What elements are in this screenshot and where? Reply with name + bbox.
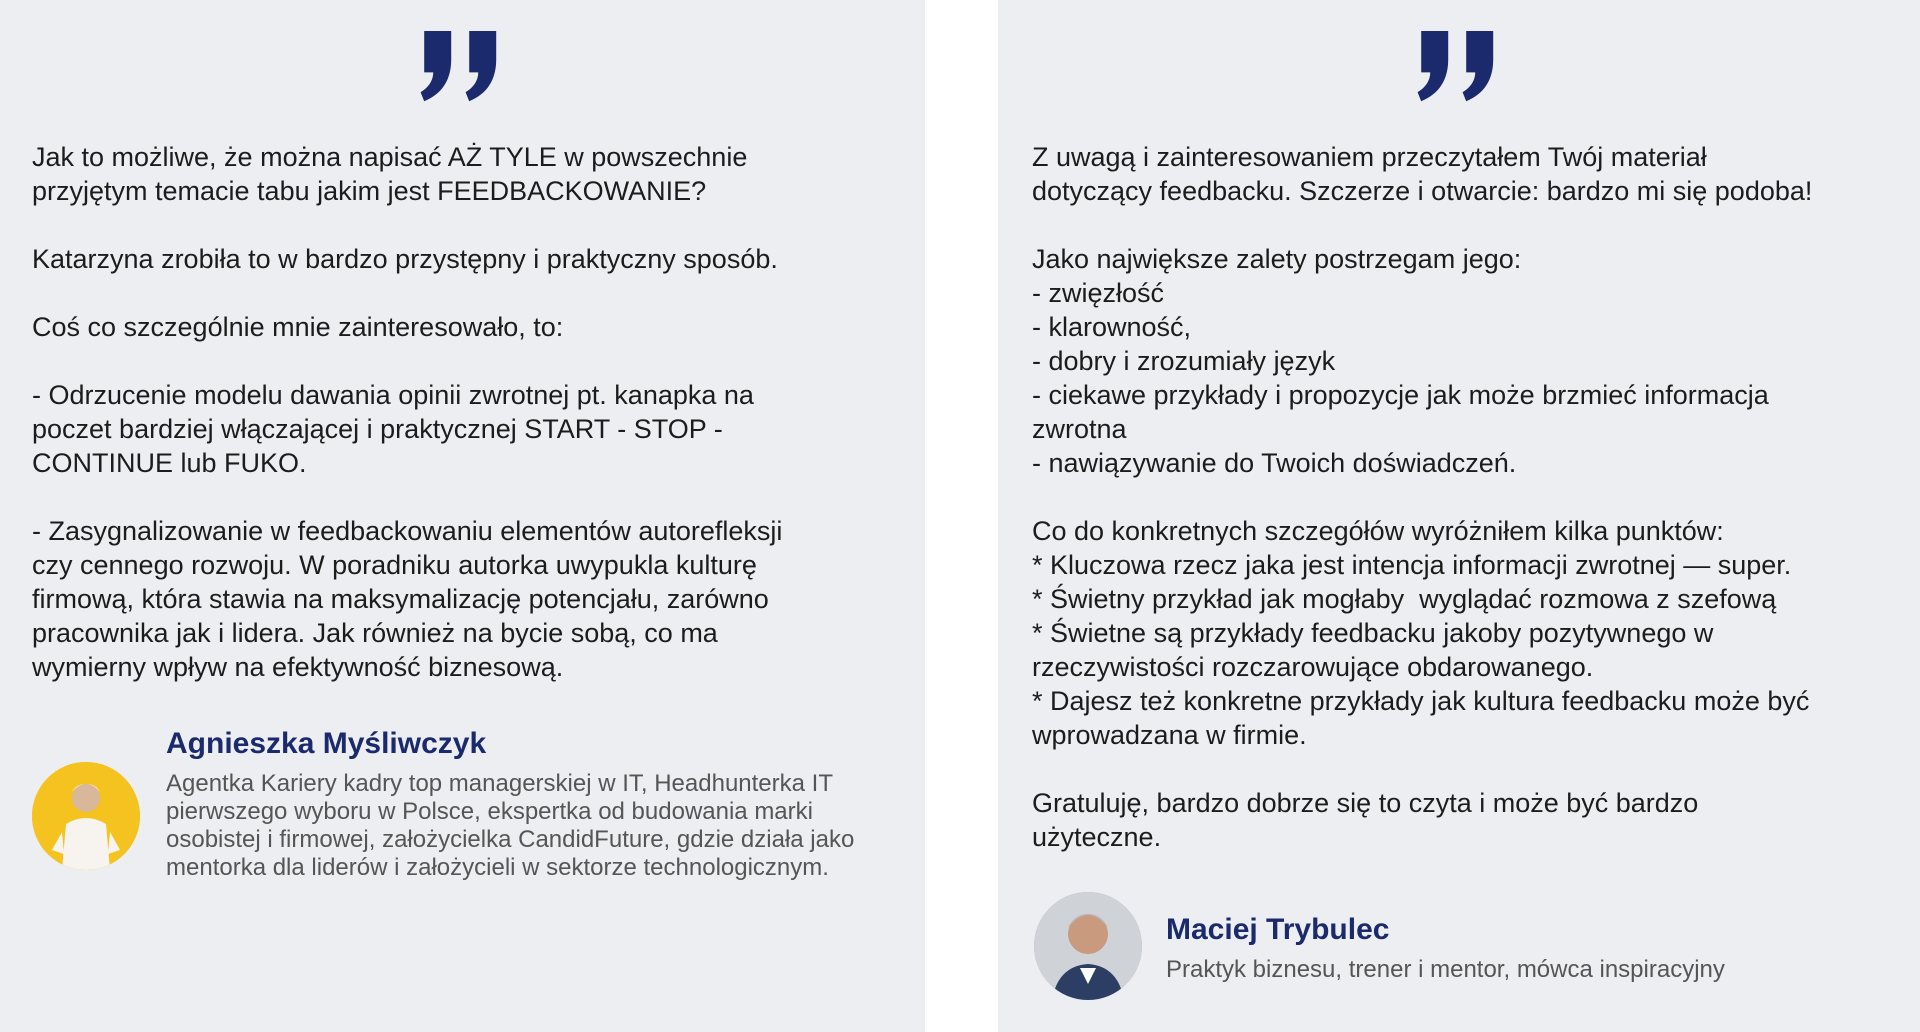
avatar-photo-icon (32, 762, 140, 870)
testimonial-text: Jak to możliwe, że można napisać AŻ TYLE w powszechnie przyjętym temacie tabu jakim jest FEEDBACKOWANIE? Katarzyna zrobiła to w bardzo przystępny i praktyczny sposób. Coś co szczególnie mnie zainteresowało, to: - Odrzucenie modelu dawania opinii zwrotnej pt. kanapka na poczet bardziej włączającej i praktycznej START - STOP - CONTINUE lub FUKO. - Zasygnalizowanie w feedbackowaniu elementów autorefleksji czy cennego rozwoju. W poradniku autorka uwypukla kulturę firmową, która stawia na maksymalizację potencjału, zarówno pracownika jak i lidera. Jak również na bycie sobą, co ma wymierny wpływ na efektywność biznesową. (32, 142, 783, 682)
testimonial-text: Z uwagą i zainteresowaniem przeczytałem Twój materiał dotyczący feedbacku. Szczerze i otwarcie: bardzo mi się podoba! Jako największe zalety postrzegam jego: - zwięzłość - klarowność, - dobry i zrozumiały język - ciekawe przykłady i propozycje jak może brzmieć informacja zwrotna - nawiązywanie do Twoich doświadczeń. Co do konkretnych szczegółów wyróżniłem kilka punktów: * Kluczowa rzecz jaka jest intencja informacji zwrotnej — super. * Świetny przykład jak mogłaby wyglądać rozmowa z szefową * Świetne są przykłady feedbacku jakoby pozytywnego w rzeczywistości rozczarowujące obdarowanego. * Dajesz też konkretne przykłady jak kultura feedbacku może być wprowadzana w firmie. Gratuluję, bardzo dobrze się to czyta i może być bardzo użyteczne. (1032, 142, 1813, 852)
author-name: Maciej Trybulec (1166, 913, 1390, 946)
author-role: Agentka Kariery kadry top managerskiej w IT, Headhunterka IT pierwszego wyboru w Polsce, ekspertka od budowania marki osobistej i firmowej, założycielka CandidFuture, gdzie działa jako mentorka dla liderów i założycieli w sektorze technologicznym. (166, 770, 855, 881)
author-role: Praktyk biznesu, trener i mentor, mówca inspiracyjny (1166, 956, 1725, 983)
quote-icon (417, 22, 507, 112)
testimonial-card-left (0, 0, 925, 1032)
author-name: Agnieszka Myśliwczyk (166, 727, 487, 760)
testimonial-card-right (998, 0, 1920, 1032)
author-avatar-icon (32, 762, 140, 870)
author-avatar-icon (1034, 892, 1142, 1000)
quote-icon (1414, 22, 1504, 112)
avatar-photo-icon (1034, 892, 1142, 1000)
